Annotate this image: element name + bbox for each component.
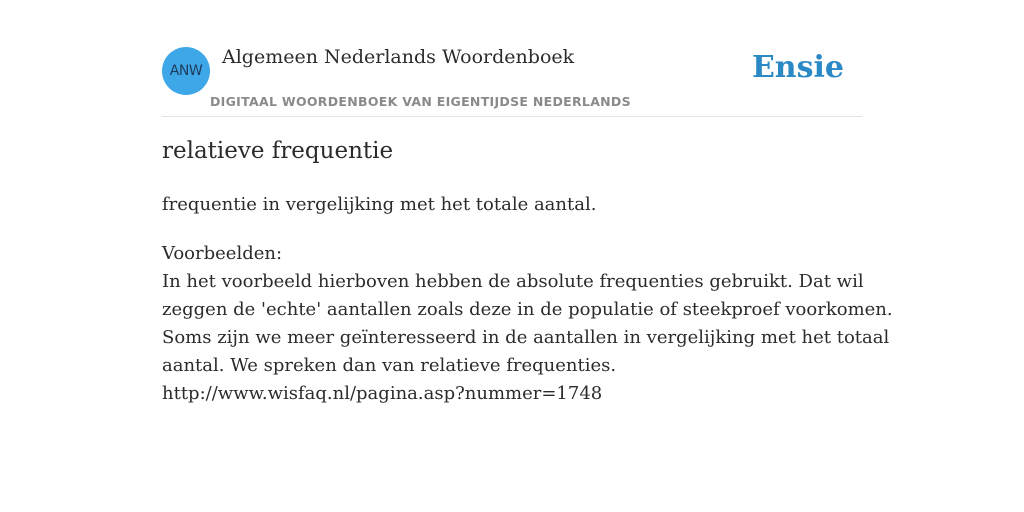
example-line: aantal. We spreken dan van relatieve frequenties.: [162, 355, 617, 376]
ensie-brand-logo[interactable]: Ensie: [751, 50, 844, 85]
example-line: zeggen de 'echte' aantallen zoals deze in de populatie of steekproef voorkomen.: [162, 299, 893, 320]
site-subtitle: DIGITAAL WOORDENBOEK VAN EIGENTIJDSE NEDERLANDS: [210, 94, 631, 109]
example-line: Soms zijn we meer geïnteresseerd in de aantallen in vergelijking met het totaal: [162, 327, 890, 348]
examples-label: Voorbeelden:: [162, 243, 283, 264]
example-source-url: http://www.wisfaq.nl/pagina.asp?nummer=1748: [162, 383, 603, 404]
site-title[interactable]: Algemeen Nederlands Woordenboek: [222, 46, 575, 68]
example-line: In het voorbeeld hierboven hebben de absolute frequenties gebruikt. Dat wil: [162, 271, 864, 292]
definition-text: frequentie in vergelijking met het totale aantal.: [162, 194, 597, 215]
examples-section: [162, 240, 893, 408]
anw-logo[interactable]: ANW: [162, 47, 210, 95]
headword: relatieve frequentie: [162, 138, 394, 164]
site-header: [162, 44, 862, 117]
